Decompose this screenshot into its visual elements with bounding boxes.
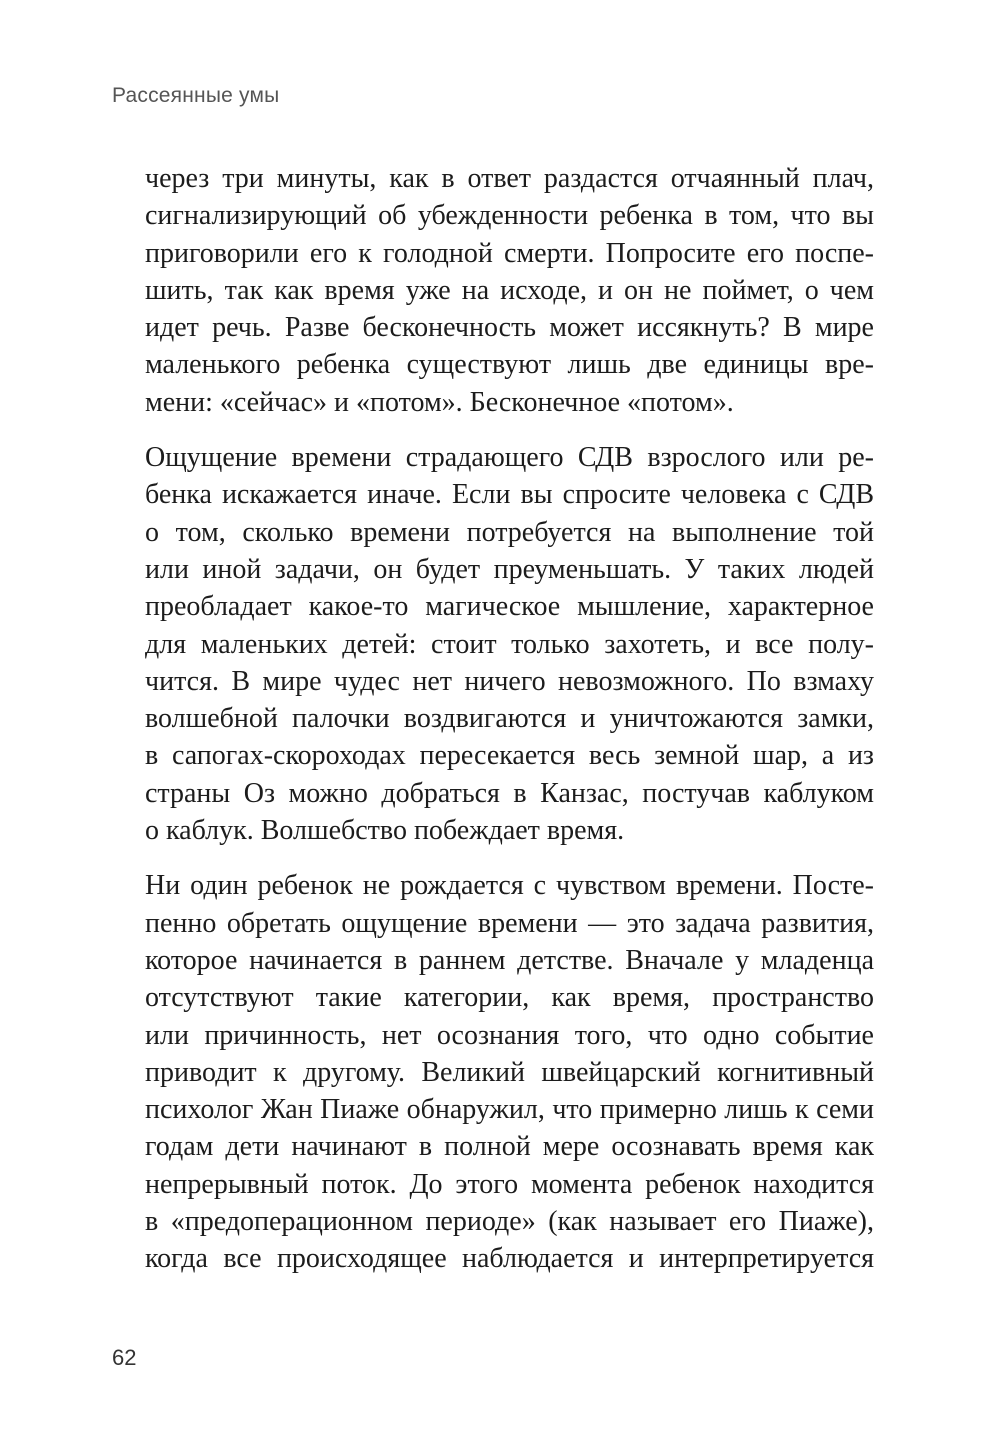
text-line: пенно обретать ощущение времени — это задача развития, xyxy=(145,907,874,939)
text-line: маленького ребенка существуют лишь две единицы вре- xyxy=(145,349,874,381)
text-line: в «предоперационном периоде» (как называет его Пиаже), xyxy=(145,1206,874,1238)
text-line: бенка искажается иначе. Если вы спросите человека с СДВ xyxy=(145,479,874,511)
text-line: чится. В мире чудес нет ничего невозможного. По взмаху xyxy=(145,665,874,697)
text-line: Ни один ребенок не рождается с чувством времени. Посте- xyxy=(145,870,874,902)
text-line: шить, так как время уже на исходе, и он не поймет, о чем xyxy=(145,274,874,306)
text-line: в сапогах-скороходах пересекается весь земной шар, а из xyxy=(145,740,874,772)
text-line: отсутствуют такие категории, как время, пространство xyxy=(145,982,874,1014)
text-line: психолог Жан Пиаже обнаружил, что примерно лишь к семи xyxy=(145,1094,874,1126)
text-line: сигнализирующий об убежденности ребенка в том, что вы xyxy=(145,200,874,232)
text-line: идет речь. Разве бесконечность может иссякнуть? В мире xyxy=(145,312,874,344)
page-number: 62 xyxy=(112,1345,137,1370)
text-line: приговорили его к голодной смерти. Попросите его поспе- xyxy=(145,237,874,269)
text-line: приводит к другому. Великий швейцарский когнитивный xyxy=(145,1056,874,1088)
paragraph-1 xyxy=(145,160,874,421)
text-line: мени: «сейчас» и «потом». Бесконечное «потом». xyxy=(145,386,734,418)
text-line: Ощущение времени страдающего СДВ взрослого или ре- xyxy=(145,442,874,474)
paragraph-2 xyxy=(145,439,874,849)
text-line: или причинность, нет осознания того, что одно событие xyxy=(145,1019,874,1051)
text-line: или иной задачи, он будет преуменьшать. У таких людей xyxy=(145,553,874,585)
text-line: непрерывный поток. До этого момента ребенок находится xyxy=(145,1168,874,1200)
text-line: страны Оз можно добраться в Канзас, постучав каблуком xyxy=(145,777,874,809)
text-line: волшебной палочки воздвигаются и уничтожаются замки, xyxy=(145,703,874,735)
body-text xyxy=(145,160,874,1278)
text-line: о каблук. Волшебство побеждает время. xyxy=(145,815,625,847)
text-line: через три минуты, как в ответ раздастся отчаянный плач, xyxy=(145,163,874,194)
text-line: когда все происходящее наблюдается и интерпретируется xyxy=(145,1243,874,1275)
paragraph-3 xyxy=(145,867,874,1277)
text-line: годам дети начинают в полной мере осознавать время как xyxy=(145,1131,874,1163)
text-line: которое начинается в раннем детстве. Вначале у младенца xyxy=(145,944,874,976)
text-line: для маленьких детей: стоит только захотеть, и все полу- xyxy=(145,628,874,660)
text-line: о том, сколько времени потребуется на выполнение той xyxy=(145,516,874,548)
text-line: преобладает какое-то магическое мышление, характерное xyxy=(145,591,874,623)
running-header-title: Рассеянные умы xyxy=(112,84,280,107)
